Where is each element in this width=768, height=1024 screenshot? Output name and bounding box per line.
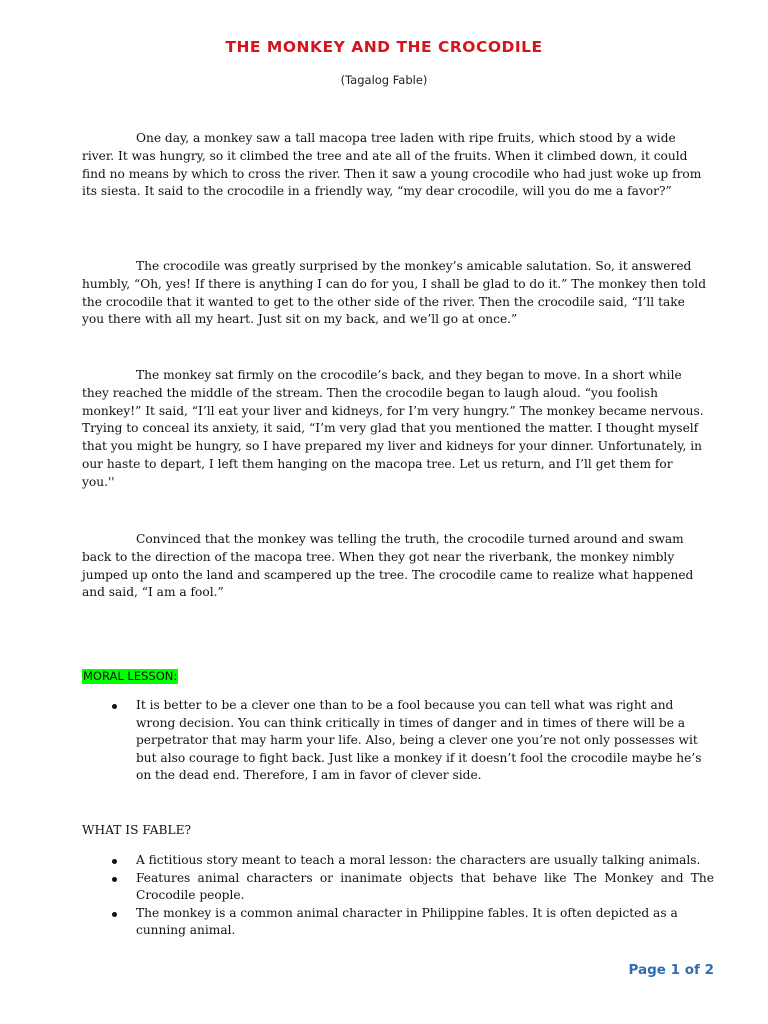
fable-definition-list bbox=[112, 852, 714, 940]
fable-item-text: Features animal characters or inanimate objects that behave like The Monkey and The Crocodile people. bbox=[136, 870, 714, 903]
page-number: Page 1 of 2 bbox=[628, 962, 714, 978]
fable-item-text: The monkey is a common animal character in Philippine fables. It is often depicted as a cunning animal. bbox=[136, 905, 678, 938]
list-item bbox=[112, 905, 714, 940]
list-item bbox=[112, 697, 714, 785]
bullet-icon bbox=[112, 704, 117, 709]
moral-lesson-list bbox=[112, 697, 714, 785]
moral-lesson-text: It is better to be a clever one than to be a fool because you can tell what was right and wrong decision. You can think critically in times of danger and in times of there will be a perpetrator that may harm your life. Also, being a clever one you’re not only possesses wit but also courage to fight back. Just like a monkey if it doesn’t fool the crocodile maybe he’s on the dead end. Therefore, I am in favor of clever side. bbox=[136, 698, 702, 783]
bullet-icon bbox=[112, 912, 117, 917]
what-is-fable-heading: WHAT IS FABLE? bbox=[82, 823, 192, 837]
bullet-icon bbox=[112, 877, 117, 882]
story-paragraph-4: Convinced that the monkey was telling the truth, the crocodile turned around and swam back to the direction of the macopa tree. When they got near the riverbank, the monkey nimbly jumped up onto the land and scampered up the tree. The crocodile came to realize what happened and said, “I am a fool.” bbox=[82, 532, 694, 600]
story-paragraph-2: The crocodile was greatly surprised by the monkey’s amicable salutation. So, it answered humbly, “Oh, yes! If there is anything I can do for you, I shall be glad to do it.” The monkey then told the crocodile that it wanted to get to the other side of the river. Then the crocodile said, “I’ll take you there with all my heart. Just sit on my back, and we’ll go at once.” bbox=[82, 259, 707, 327]
list-item bbox=[112, 852, 714, 870]
fable-item-text: A fictitious story meant to teach a moral lesson: the characters are usually talking animals. bbox=[136, 853, 701, 867]
page-title: THE MONKEY AND THE CROCODILE bbox=[225, 38, 543, 56]
story-paragraph-1: One day, a monkey saw a tall macopa tree laden with ripe fruits, which stood by a wide river. It was hungry, so it climbed the tree and ate all of the fruits. When it climbed down, it could find no means by which to cross the river. Then it saw a young crocodile who had just woke up from its siesta. It said to the crocodile in a friendly way, “my dear crocodile, will you do me a favor?” bbox=[82, 131, 702, 199]
bullet-icon bbox=[112, 859, 117, 864]
page-subtitle: (Tagalog Fable) bbox=[340, 73, 428, 87]
moral-lesson-heading: MORAL LESSON: bbox=[83, 669, 178, 683]
list-item bbox=[112, 870, 714, 905]
story-paragraph-3: The monkey sat firmly on the crocodile’s back, and they began to move. In a short while they reached the middle of the stream. Then the crocodile began to laugh aloud. “you foolish monkey!” It said, “I’ll eat your liver and kidneys, for I’m very hungry.” The monkey became nervous. Trying to conceal its anxiety, it said, “I’m very glad that you mentioned the matter. I thought myself that you might be hungry, so I have prepared my liver and kidneys for your dinner. Unfortunately, in our haste to depart, I left them hanging on the macopa tree. Let us return, and I’ll get them for you.'' bbox=[82, 368, 704, 489]
